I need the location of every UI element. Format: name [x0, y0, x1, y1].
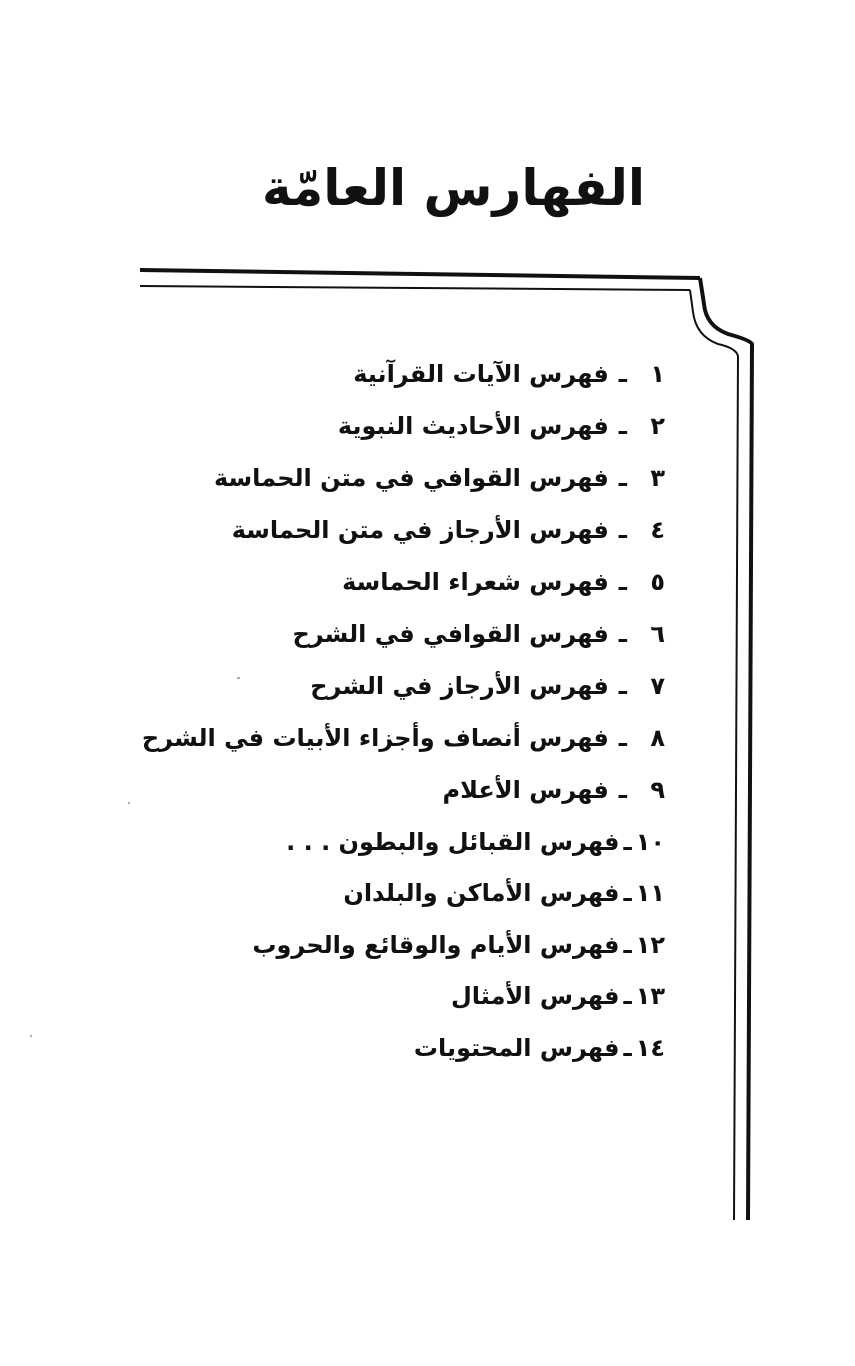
item-number: ١٤ [635, 1033, 665, 1062]
item-number: ٢ [650, 412, 665, 440]
item-separator: ـ [618, 672, 627, 700]
item-label: فهرس الأحاديث النبوية [337, 412, 609, 440]
list-item [105, 504, 665, 556]
item-number: ١٠ [635, 827, 665, 856]
frame-corner-outer [700, 278, 752, 1220]
item-separator: ـ [623, 1033, 632, 1062]
list-item [105, 919, 665, 971]
list-item [105, 452, 665, 504]
item-label: فهرس شعراء الحماسة [342, 568, 609, 596]
index-list [105, 348, 665, 1074]
item-number: ١١ [635, 879, 665, 908]
list-item [105, 1022, 665, 1074]
item-separator: ـ [618, 724, 627, 752]
list-item [105, 764, 665, 816]
item-separator: ـ [618, 568, 627, 596]
frame-top-rule-outer [140, 270, 700, 278]
item-label: فهرس الأرجاز في متن الحماسة [231, 516, 609, 544]
item-separator: ـ [623, 930, 632, 959]
frame-top-rule-inner [140, 286, 690, 290]
list-item [105, 868, 665, 920]
item-number: ٩ [650, 776, 665, 804]
scan-speck [237, 677, 240, 679]
list-item [105, 348, 665, 400]
item-number: ١٢ [635, 930, 665, 959]
item-label: فهرس القوافي في الشرح [292, 620, 609, 648]
list-item [105, 556, 665, 608]
list-item [105, 400, 665, 452]
item-separator: ـ [618, 412, 627, 440]
item-number: ٤ [650, 516, 665, 544]
item-number: ٨ [650, 724, 665, 752]
item-label: فهرس الأعلام [442, 776, 609, 804]
frame-corner-inner [690, 290, 738, 1220]
list-item [105, 608, 665, 660]
item-separator: ـ [618, 360, 627, 388]
list-item [105, 712, 665, 764]
item-separator: ـ [623, 982, 632, 1011]
item-label: فهرس الأيام والوقائع والحروب [252, 930, 620, 959]
item-separator: ـ [623, 827, 632, 856]
item-number: ١ [650, 360, 665, 388]
item-label: فهرس الأرجاز في الشرح [310, 672, 609, 700]
item-label: فهرس المحتويات [413, 1033, 620, 1062]
item-number: ٦ [650, 620, 665, 648]
item-number: ١٣ [635, 982, 665, 1011]
scan-speck [30, 1035, 32, 1037]
page-title: الفهارس العامّة [261, 159, 645, 217]
list-item [105, 660, 665, 712]
item-label: فهرس الأمثال [450, 982, 620, 1011]
scan-speck [128, 802, 130, 804]
list-item [105, 971, 665, 1023]
item-separator: ـ [623, 879, 632, 908]
list-item [105, 816, 665, 868]
item-number: ٧ [650, 672, 665, 700]
item-label: فهرس الأماكن والبلدان [343, 879, 620, 908]
item-separator: ـ [618, 776, 627, 804]
item-label: فهرس القوافي في متن الحماسة [213, 464, 609, 492]
item-number: ٣ [650, 464, 665, 492]
item-separator: ـ [618, 516, 627, 544]
item-label: فهرس أنصاف وأجزاء الأبيات في الشرح [141, 724, 609, 752]
item-separator: ـ [618, 620, 627, 648]
item-label: فهرس الآيات القرآنية [353, 360, 609, 388]
item-label: فهرس القبائل والبطون . . . [286, 827, 620, 856]
item-number: ٥ [650, 568, 665, 596]
item-separator: ـ [618, 464, 627, 492]
